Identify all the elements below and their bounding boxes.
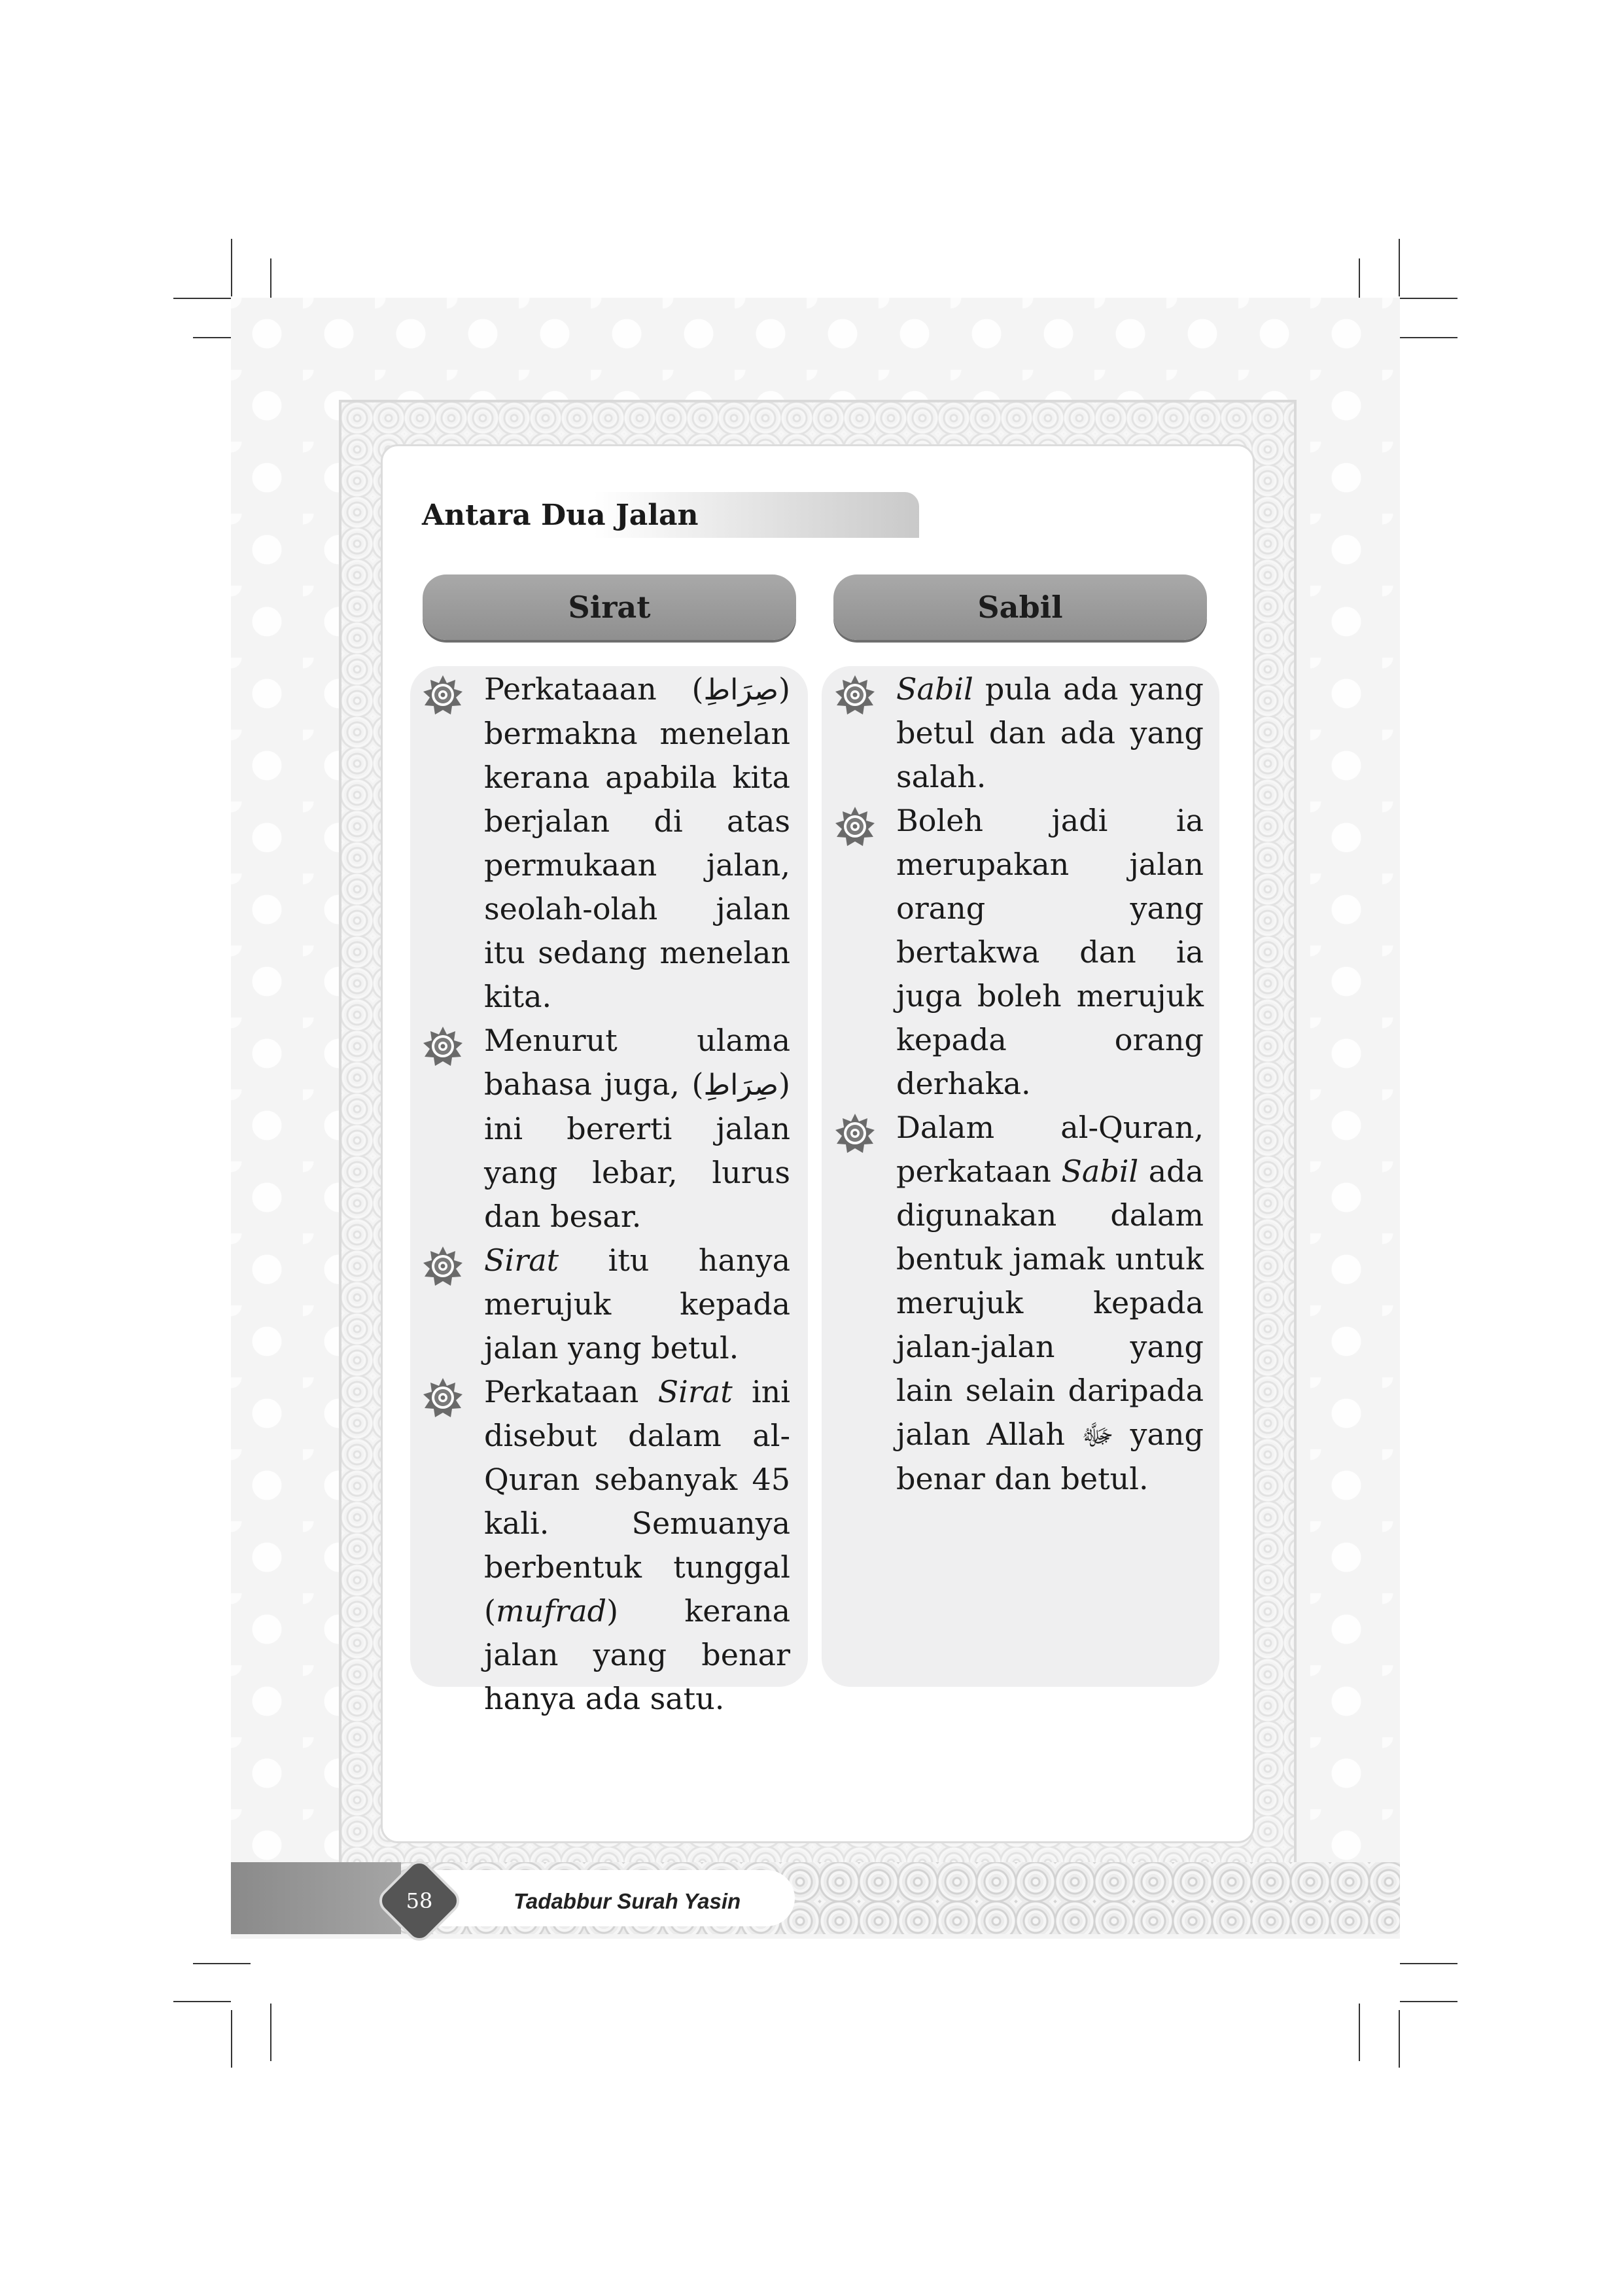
item-text: ) kerana jalan yang benar hanya ada satu. — [484, 1593, 790, 1716]
item-text: ) ini bererti jalan yang lebar, lurus dan besar. — [484, 1067, 790, 1234]
sirat-list — [422, 667, 790, 1721]
arabic-word: صِرَاطِ — [703, 673, 779, 707]
ornamental-star-bullet-icon — [422, 1245, 464, 1287]
item-text: itu hanya merujuk kepada jalan yang betul. — [484, 1243, 790, 1366]
crop-mark — [1400, 2001, 1457, 2002]
crop-mark — [173, 298, 231, 299]
page-number: 58 — [406, 1888, 433, 1913]
item-text: ada digunakan dalam bentuk jamak untuk merujuk kepada jalan-jalan yang lain selain daripada jalan Allah — [896, 1154, 1204, 1452]
item-text: ini disebut dalam al-Quran sebanyak 45 kali. Semuanya berbentuk tunggal ( — [484, 1374, 790, 1629]
list-item — [834, 1106, 1204, 1501]
item-text: pula ada yang betul dan ada yang salah. — [896, 671, 1204, 794]
item-text: Perkataaan ( — [484, 671, 704, 707]
item-text: Menurut ulama bahasa juga, ( — [484, 1023, 790, 1102]
crop-mark — [1400, 1963, 1457, 1964]
ornamental-star-bullet-icon — [422, 1025, 464, 1067]
crop-mark — [231, 2010, 232, 2068]
list-item — [422, 1019, 790, 1239]
crop-mark — [1359, 2004, 1360, 2061]
ornamental-star-bullet-icon — [834, 805, 876, 847]
list-item — [422, 667, 790, 1019]
list-item — [422, 1370, 790, 1721]
item-term: Sirat — [484, 1243, 559, 1278]
sabil-list — [834, 667, 1204, 1501]
crop-mark — [1399, 2010, 1400, 2068]
honorific-symbol: ﷻ — [1081, 1419, 1114, 1452]
crop-mark — [1400, 337, 1457, 338]
ornamental-star-bullet-icon — [422, 674, 464, 716]
crop-mark — [1400, 298, 1457, 299]
list-item — [834, 799, 1204, 1106]
list-item — [834, 667, 1204, 799]
item-text: ) bermakna menelan kerana apabila kita berjalan di atas permukaan jalan, seolah-olah jalan itu sedang menelan kita. — [484, 671, 790, 1014]
item-term: Sabil — [1061, 1154, 1139, 1189]
item-text: yang benar dan betul. — [896, 1417, 1204, 1496]
crop-mark — [193, 1963, 251, 1964]
item-text: Dalam al-Quran, perkataan — [896, 1110, 1204, 1189]
item-term: Sabil — [896, 671, 973, 707]
arabic-word: صِرَاطِ — [703, 1069, 779, 1102]
crop-mark — [231, 239, 232, 296]
ornamental-star-bullet-icon — [834, 1112, 876, 1154]
crop-mark — [270, 2004, 271, 2061]
book-title: Tadabbur Surah Yasin — [514, 1889, 741, 1913]
column-header-sabil: Sabil — [833, 574, 1207, 640]
ornamental-star-bullet-icon — [422, 1377, 464, 1419]
page-title: Antara Dua Jalan — [422, 499, 699, 532]
item-term: Sirat — [657, 1374, 733, 1409]
crop-mark — [1399, 239, 1400, 296]
item-text: Boleh jadi ia merupakan jalan orang yang bertakwa dan ia juga boleh merujuk kepada orang derhaka. — [896, 803, 1204, 1101]
footer-dark-block — [231, 1862, 401, 1934]
list-item — [422, 1239, 790, 1370]
item-text: Perkataan — [484, 1374, 658, 1409]
crop-mark — [173, 2001, 231, 2002]
ornamental-star-bullet-icon — [834, 674, 876, 716]
column-header-sirat: Sirat — [423, 574, 796, 640]
item-term: mufrad — [495, 1593, 607, 1629]
